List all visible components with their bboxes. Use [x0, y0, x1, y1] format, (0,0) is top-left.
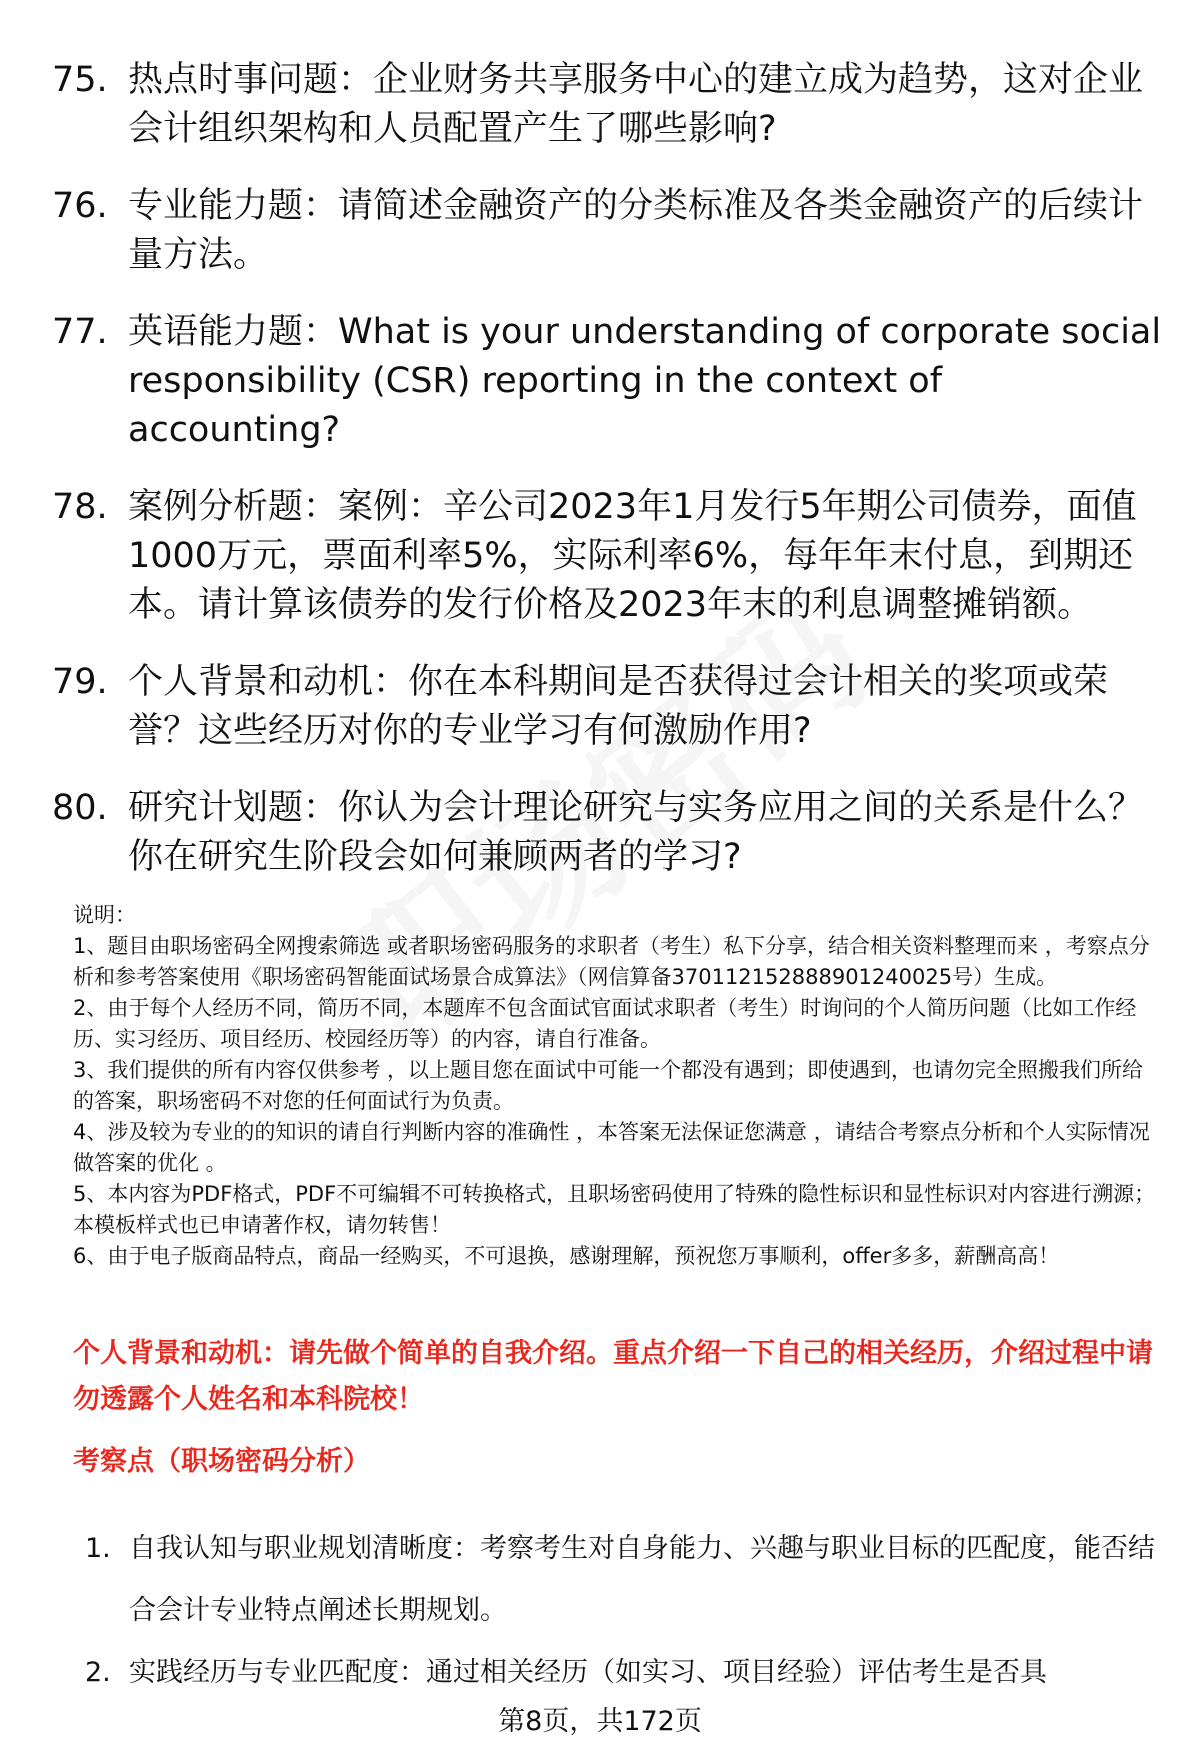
question-number: 79. — [52, 662, 108, 702]
question-item — [52, 658, 1162, 756]
question-number: 76. — [52, 186, 108, 226]
question-number: 75. — [52, 60, 108, 100]
analysis-points — [85, 1518, 1160, 1704]
point-text: 自我认知与职业规划清晰度：考察考生对自身能力、兴趣与职业目标的匹配度，能否结合会计专业特点阐述长期规划。 — [129, 1533, 1155, 1626]
point-number: 1. — [85, 1533, 111, 1564]
note-item: 4、涉及较为专业的的知识的请自行判断内容的准确性 ，本答案无法保证您满意 ，请结合考察点分析和个人实际情况做答案的优化 。 — [73, 1120, 1150, 1175]
question-text: 热点时事问题：企业财务共享服务中心的建立成为趋势，这对企业会计组织架构和人员配置产生了哪些影响? — [128, 60, 1144, 149]
question-text: 专业能力题：请简述金融资产的分类标准及各类金融资产的后续计量方法。 — [128, 186, 1144, 275]
point-number: 2. — [85, 1657, 111, 1688]
question-item — [52, 483, 1162, 630]
analysis-point — [85, 1518, 1160, 1642]
highlight-question: 个人背景和动机：请先做个简单的自我介绍。重点介绍一下自己的相关经历，介绍过程中请勿透露个人姓名和本科院校！ — [73, 1338, 1153, 1415]
question-text: 案例分析题：案例：辛公司2023年1月发行5年期公司债券，面值1000万元，票面利率5%，实际利率6%，每年年末付息，到期还本。请计算该债券的发行价格及2023年末的利息调整摊销额。 — [128, 487, 1137, 625]
note-item: 2、由于每个人经历不同，简历不同，本题库不包含面试官面试求职者（考生）时询问的个人简历问题（比如工作经历、实习经历、项目经历、校园经历等）的内容，请自行准备。 — [73, 996, 1137, 1051]
question-number: 80. — [52, 788, 108, 828]
note-item: 5、本内容为PDF格式，PDF不可编辑不可转换格式，且职场密码使用了特殊的隐性标识和显性标识对内容进行溯源；本模板样式也已申请著作权，请勿转售！ — [73, 1182, 1156, 1237]
note-item: 1、题目由职场密码全网搜索筛选 或者职场密码服务的求职者（考生）私下分享，结合相关资料整理而来 ，考察点分析和参考答案使用《职场密码智能面试场景合成算法》（网信算备370112152888901240025号）生成。 — [73, 934, 1150, 989]
question-text: 个人背景和动机：你在本科期间是否获得过会计相关的奖项或荣誉？这些经历对你的专业学习有何激励作用? — [128, 662, 1109, 751]
notes-title: 说明： — [73, 903, 136, 927]
question-item — [52, 56, 1162, 154]
question-text: 英语能力题：What is your understanding of corporate social responsibility (CSR) reporting in the context of accounting? — [128, 312, 1162, 450]
page-footer: 第8页，共172页 — [498, 1706, 702, 1737]
question-item — [52, 308, 1162, 455]
question-item — [52, 182, 1162, 280]
note-item: 6、由于电子版商品特点，商品一经购买，不可退换，感谢理解，预祝您万事顺利，offer多多，薪酬高高！ — [73, 1244, 1060, 1268]
question-text: 研究计划题：你认为会计理论研究与实务应用之间的关系是什么？你在研究生阶段会如何兼顾两者的学习? — [128, 788, 1144, 877]
point-text: 实践经历与专业匹配度：通过相关经历（如实习、项目经验）评估考生是否具 — [129, 1657, 1047, 1688]
analysis-point — [85, 1642, 1160, 1704]
question-item — [52, 784, 1162, 882]
question-number: 77. — [52, 312, 108, 352]
notes-section — [73, 900, 1163, 1272]
note-item: 3、我们提供的所有内容仅供参考 ，以上题目您在面试中可能一个都没有遇到；即使遇到，也请勿完全照搬我们所给的答案，职场密码不对您的任何面试行为负责。 — [73, 1058, 1144, 1113]
question-list — [52, 56, 1162, 910]
analysis-heading: 考察点（职场密码分析） — [73, 1446, 370, 1477]
question-number: 78. — [52, 487, 108, 527]
